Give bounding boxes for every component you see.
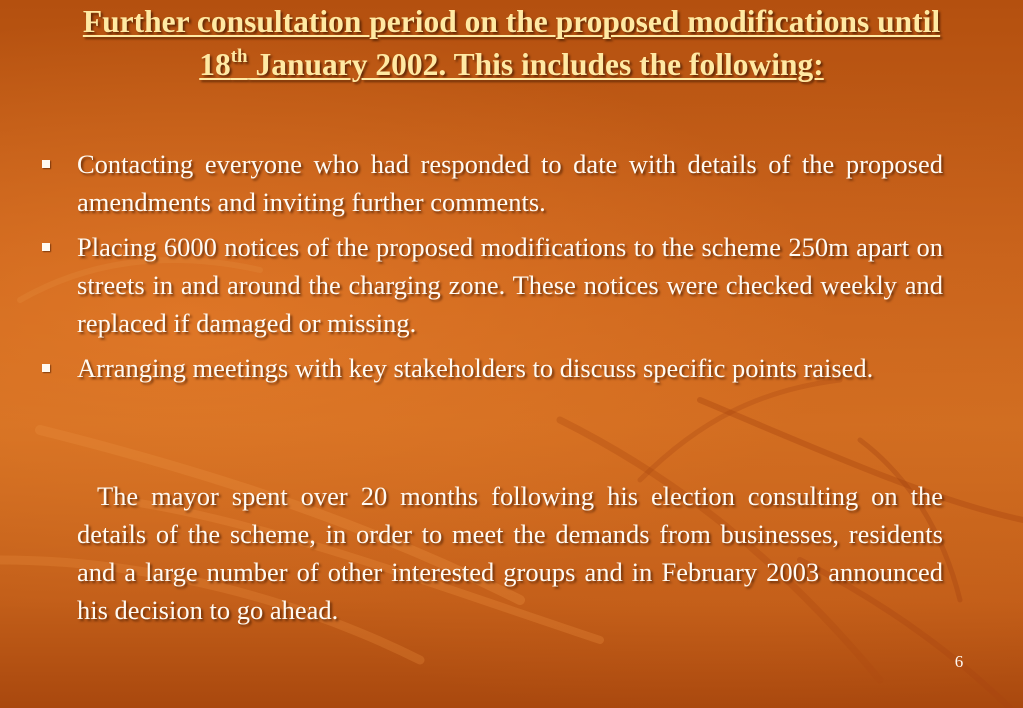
title-ordinal-suffix: th (230, 45, 248, 67)
bullet-item (40, 349, 943, 387)
square-bullet-icon (42, 160, 50, 168)
title-text-part1: Further consultation period on the proposed modifications until 18 (82, 4, 941, 82)
summary-paragraph: The mayor spent over 20 months following his election consulting on the details of the scheme, in order to meet the demands from businesses, residents and a large number of other interested groups and in February 2003 announced his decision to go ahead. (77, 481, 943, 625)
bullet-list (40, 145, 943, 394)
bullet-item (40, 145, 943, 221)
bullet-item (40, 228, 943, 342)
square-bullet-icon (42, 243, 50, 251)
title-text-part2: January 2002. This includes the following: (247, 47, 824, 82)
bullet-text: Arranging meetings with key stakeholders to discuss specific points raised. (77, 353, 874, 383)
page-number: 6 (954, 652, 964, 671)
bullet-text: Placing 6000 notices of the proposed modifications to the scheme 250m apart on streets in and around the charging zone. These notices were checked weekly and replaced if damaged or missing. (77, 232, 943, 338)
slide-title (60, 0, 963, 86)
square-bullet-icon (42, 364, 50, 372)
bullet-text: Contacting everyone who had responded to date with details of the proposed amendments and inviting further comments. (77, 149, 943, 217)
